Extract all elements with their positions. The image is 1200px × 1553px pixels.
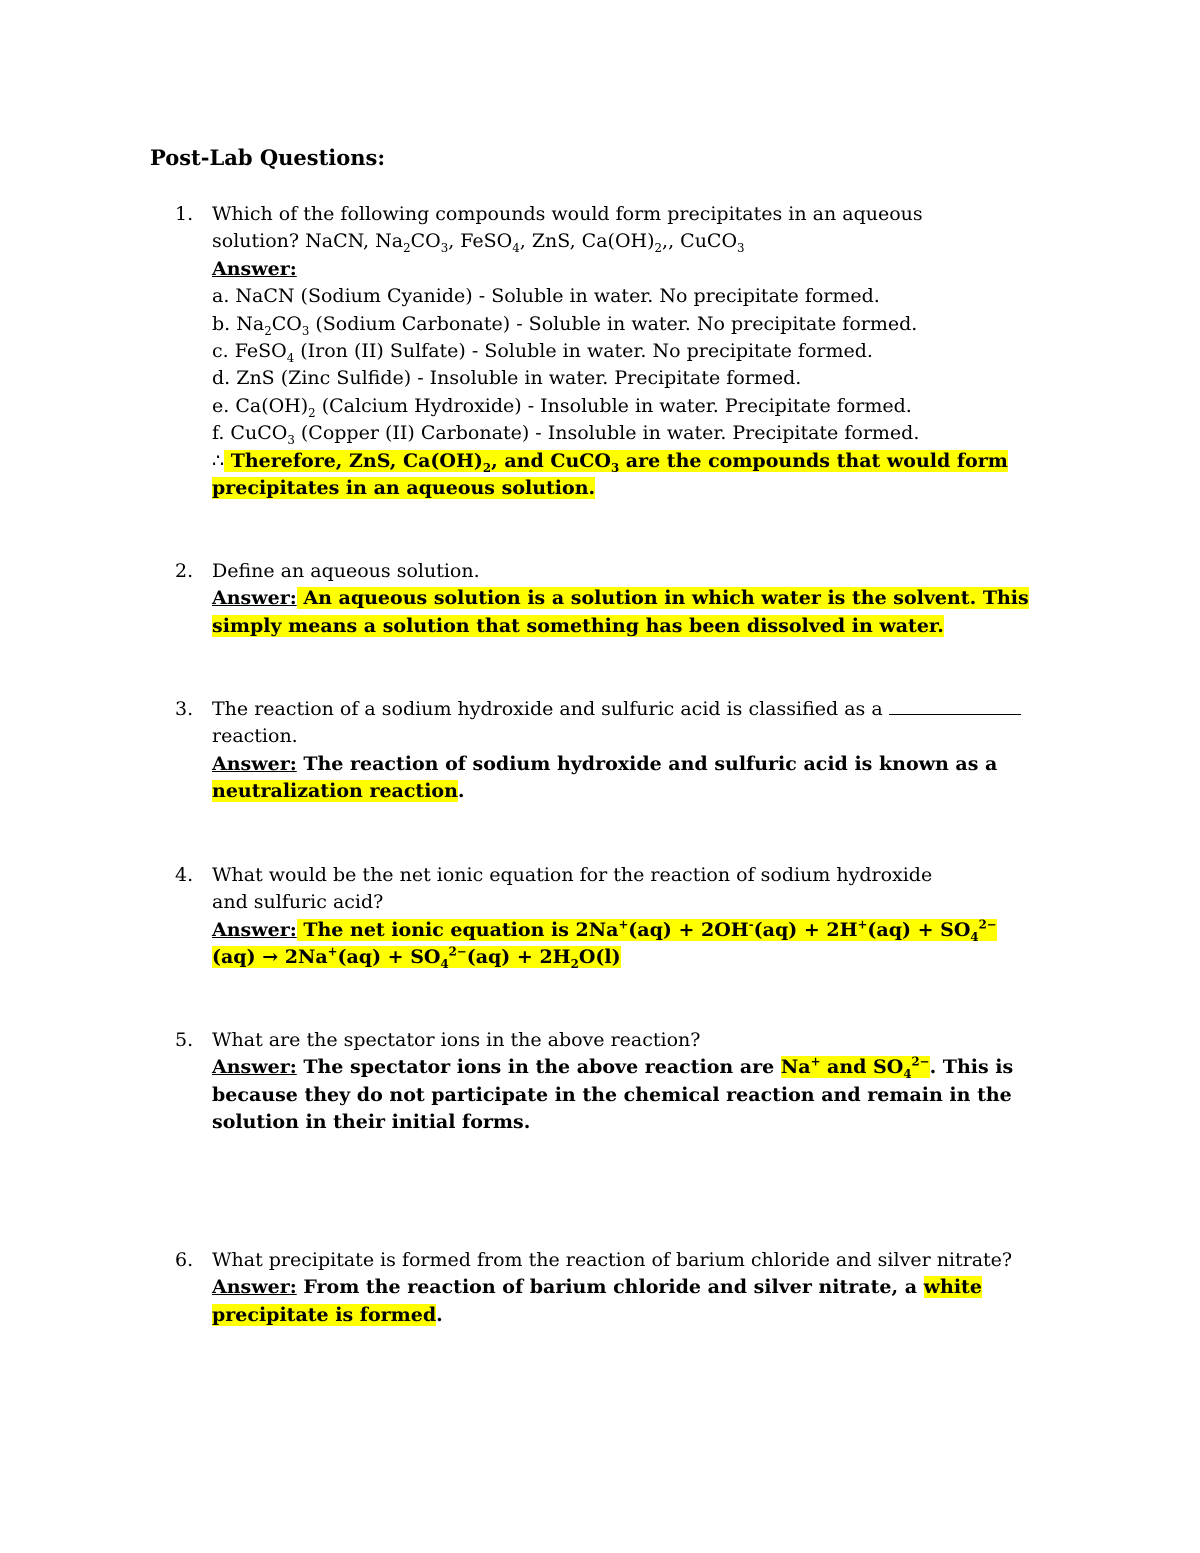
answer-label: Answer: bbox=[212, 257, 297, 280]
answer-item-e: e. $Ca(OH)_2$ (Calcium Hydroxide) - Insoluble in water. Precipitate formed. bbox=[212, 394, 912, 420]
answer-text: solution in their initial forms. bbox=[212, 1111, 531, 1134]
answer-equation: Answer: The net ionic equation is $2Na^+(aq) + 2OH^-(aq) + 2H^+(aq) + SO_4^{2-}$ bbox=[212, 917, 997, 944]
question-prompt: What are the spectator ions in the above reaction? bbox=[212, 1029, 701, 1051]
question-number: 1. bbox=[175, 203, 194, 225]
answer-text: simply means a solution that something has been dissolved in water. bbox=[212, 614, 944, 637]
question-number: 3. bbox=[175, 698, 194, 720]
question-body bbox=[212, 862, 1052, 972]
question-prompt: What precipitate is formed from the reaction of barium chloride and silver nitrate? bbox=[212, 1249, 1013, 1271]
question-prompt: The reaction of a sodium hydroxide and sulfuric acid is classified as a bbox=[212, 696, 1052, 723]
question-prompt: What would be the net ionic equation for the reaction of sodium hydroxide bbox=[212, 864, 933, 886]
question-body bbox=[212, 1247, 1052, 1329]
question-prompt: Which of the following compounds would form precipitates in an aqueous bbox=[212, 203, 923, 225]
question-number: 5. bbox=[175, 1029, 194, 1051]
question-prompt: solution? NaCN, $Na_2CO_3$, FeSO$_4$, ZnS, $Ca(OH)_2$,, CuCO$_3$ bbox=[212, 230, 745, 256]
answer-item-d: d. ZnS (Zinc Sulfide) - Insoluble in water. Precipitate formed. bbox=[212, 367, 802, 390]
answer-conclusion: precipitates in an aqueous solution. bbox=[212, 477, 596, 500]
question-body bbox=[212, 558, 1052, 640]
page-title: Post-Lab Questions: bbox=[150, 145, 386, 170]
question-number: 4. bbox=[175, 864, 194, 886]
answer-text: Answer: The reaction of sodium hydroxide and sulfuric acid is known as a bbox=[212, 752, 998, 775]
answer-item-a: a. NaCN (Sodium Cyanide) - Soluble in water. No precipitate formed. bbox=[212, 285, 880, 308]
answer-conclusion: ∴ Therefore, ZnS, $Ca(OH)_2$, and CuCO$_3$ are the compounds that would form bbox=[212, 449, 1008, 475]
answer-item-c: c. FeSO$_4$ (Iron (II) Sulfate) - Soluble in water. No precipitate formed. bbox=[212, 340, 873, 365]
answer-text: precipitate is formed. bbox=[212, 1303, 443, 1326]
fill-in-blank bbox=[889, 696, 1021, 715]
question-body bbox=[212, 201, 1052, 502]
answer-text: Answer: An aqueous solution is a solution in which water is the solvent. This bbox=[212, 587, 1029, 610]
question-prompt: reaction. bbox=[212, 725, 298, 748]
answer-text: neutralization reaction. bbox=[212, 780, 465, 803]
question-number: 2. bbox=[175, 560, 194, 582]
question-prompt: and sulfuric acid? bbox=[212, 891, 384, 914]
question-prompt: Define an aqueous solution. bbox=[212, 560, 480, 582]
question-body bbox=[212, 696, 1052, 806]
answer-text: Answer: The spectator ions in the above reaction are Na+ and $SO_4^{2-}$. This is bbox=[212, 1055, 1014, 1082]
question-body bbox=[212, 1027, 1052, 1137]
answer-item-b: b. $Na_2CO_3$ (Sodium Carbonate) - Soluble in water. No precipitate formed. bbox=[212, 312, 918, 338]
answer-item-f: f. CuCO$_3$ (Copper (II) Carbonate) - Insoluble in water. Precipitate formed. bbox=[212, 422, 920, 448]
answer-text: Answer: From the reaction of barium chloride and silver nitrate, a white bbox=[212, 1276, 982, 1299]
question-number: 6. bbox=[175, 1249, 194, 1271]
answer-equation: $(aq) \to 2Na^+(aq) + SO_4^{2-}(aq) + 2H_2O(l)$ bbox=[212, 944, 621, 972]
answer-text: because they do not participate in the chemical reaction and remain in the bbox=[212, 1083, 1012, 1106]
